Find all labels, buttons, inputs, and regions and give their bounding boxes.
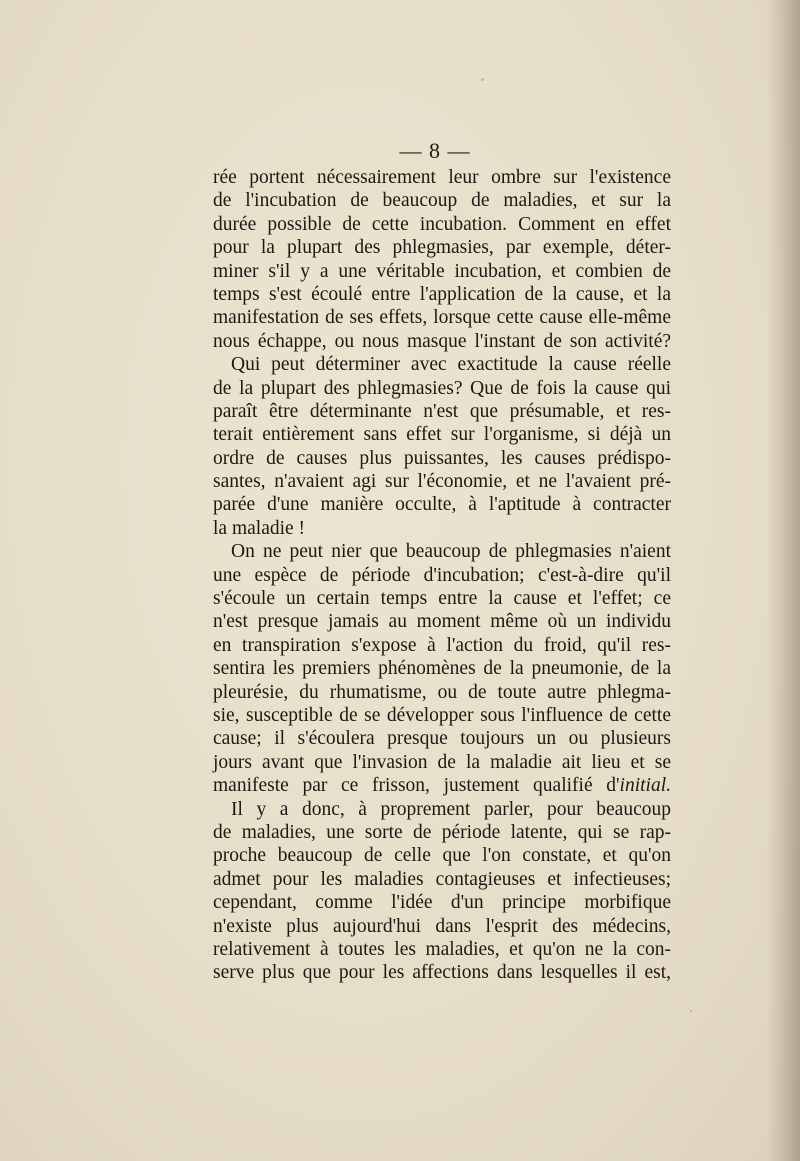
text-line: pleurésie, du rhumatisme, ou de toute autre phlegma-: [213, 681, 671, 703]
text-line: la maladie !: [213, 517, 306, 539]
italic-word: initial.: [619, 775, 671, 797]
text-line: Qui peut déterminer avec exactitude la cause réelle: [231, 354, 671, 376]
text-line: pour la plupart des phlegmasies, par exemple, déter-: [213, 237, 671, 259]
text-line: durée possible de cette incubation. Comment en effet: [213, 213, 671, 235]
text-line: admet pour les maladies contagieuses et infectieuses;: [213, 868, 671, 890]
page-number: — 8 —: [399, 138, 471, 163]
text-line: proche beaucoup de celle que l'on constate, et qu'on: [213, 845, 671, 867]
text-line: parée d'une manière occulte, à l'aptitude à contracter: [213, 494, 671, 516]
body-text: [213, 166, 671, 985]
text-line: Il y a donc, à proprement parler, pour beaucoup: [231, 798, 671, 820]
text-line: serve plus que pour les affections dans lesquelles il est,: [213, 962, 671, 984]
paper-speck: [481, 78, 484, 81]
text-line: cause; il s'écoulera presque toujours un ou plusieurs: [213, 728, 671, 750]
text-line: n'est presque jamais au moment même où un individu: [213, 611, 671, 633]
text-line: ordre de causes plus puissantes, les causes prédispo-: [213, 447, 671, 469]
text-line: sie, susceptible de se développer sous l'influence de cette: [213, 704, 671, 726]
text-segment: manifeste par ce frisson, justement qualifié d': [213, 775, 620, 797]
text-line: de l'incubation de beaucoup de maladies, et sur la: [213, 190, 671, 212]
page-edge-shadow: [766, 0, 800, 1161]
text-line: une espèce de période d'incubation; c'est-à-dire qu'il: [213, 564, 671, 586]
text-line: paraît être déterminante n'est que présumable, et res-: [213, 400, 671, 422]
text-line: n'existe plus aujourd'hui dans l'esprit des médecins,: [213, 915, 671, 937]
text-line: santes, n'avaient agi sur l'économie, et ne l'avaient pré-: [213, 471, 671, 493]
text-line: terait entièrement sans effet sur l'organisme, si déjà un: [213, 424, 671, 446]
text-line-with-italic: [213, 774, 671, 797]
text-line: s'écoule un certain temps entre la cause et l'effet; ce: [213, 588, 671, 610]
text-line: en transpiration s'expose à l'action du froid, qu'il res-: [213, 634, 671, 656]
text-line: relativement à toutes les maladies, et qu'on ne la con-: [213, 938, 671, 960]
text-line: miner s'il y a une véritable incubation, et combien de: [213, 260, 671, 282]
text-line: jours avant que l'invasion de la maladie ait lieu et se: [213, 751, 671, 773]
text-line: sentira les premiers phénomènes de la pneumonie, de la: [213, 658, 671, 680]
text-line: temps s'est écoulé entre l'application de la cause, et la: [213, 283, 671, 305]
text-line: de maladies, une sorte de période latente, qui se rap-: [213, 821, 671, 843]
text-line: nous échappe, ou nous masque l'instant de son activité?: [213, 330, 671, 352]
paper-speck: [690, 1010, 692, 1012]
text-line: cependant, comme l'idée d'un principe morbifique: [213, 892, 671, 914]
text-line: manifestation de ses effets, lorsque cette cause elle-même: [213, 307, 671, 329]
text-line: rée portent nécessairement leur ombre sur l'existence: [213, 167, 671, 188]
text-line: On ne peut nier que beaucoup de phlegmasies n'aient: [231, 541, 671, 563]
text-line: de la plupart des phlegmasies? Que de fois la cause qui: [213, 377, 671, 399]
